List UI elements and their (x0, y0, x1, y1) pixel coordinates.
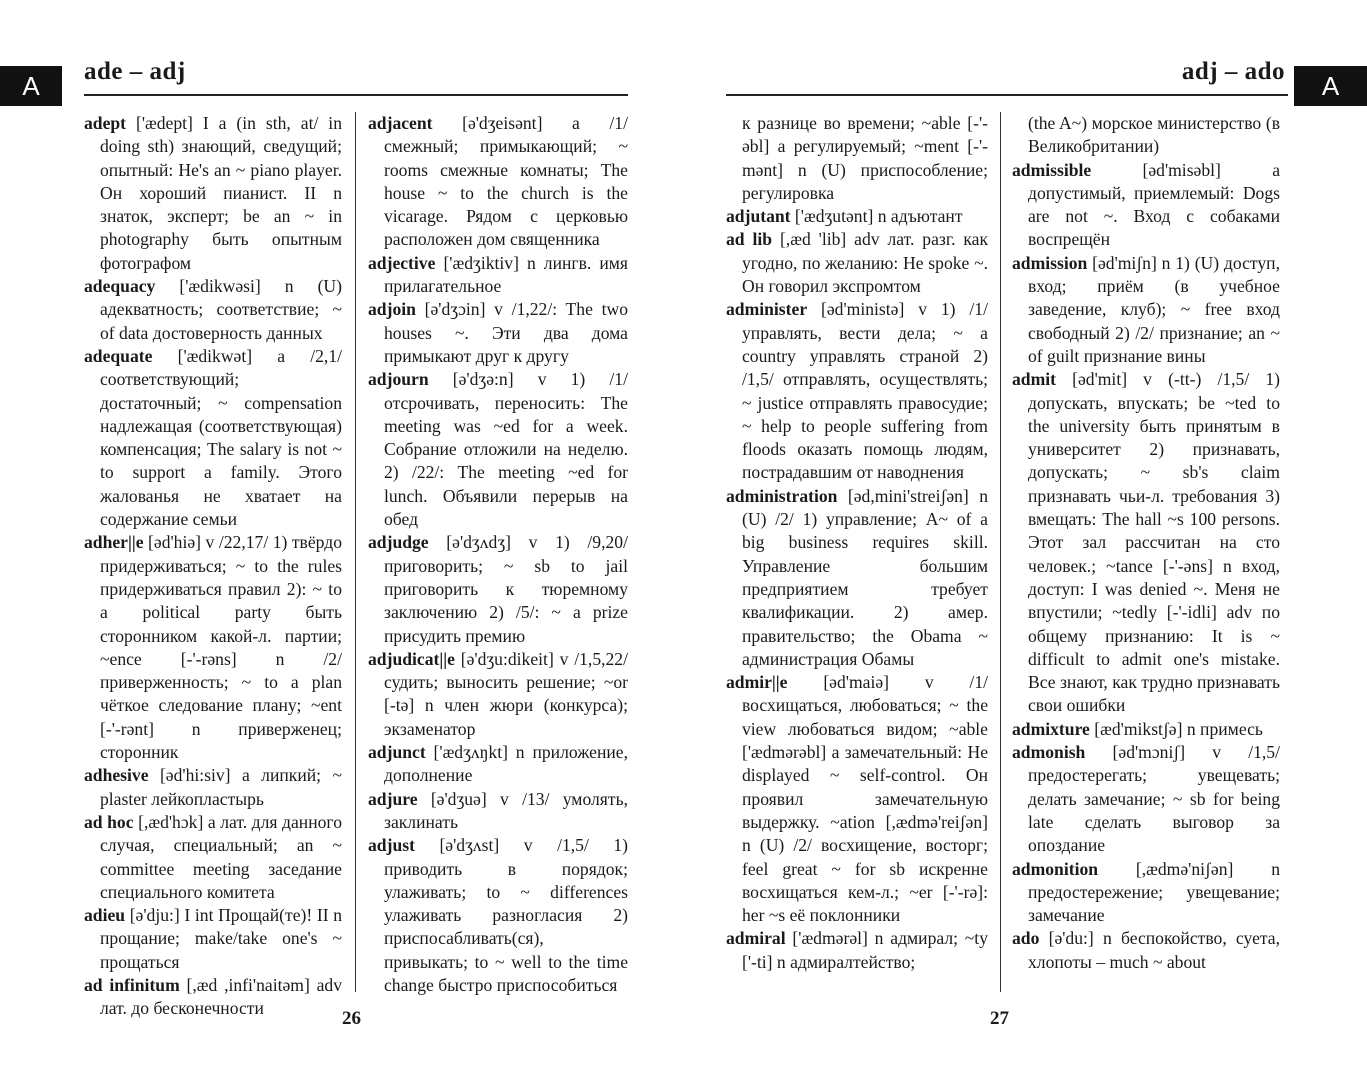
dictionary-entry (368, 531, 628, 647)
entry-text: [əd'maiə] v /1/ восхищаться, любоваться; ~ the view любоваться видом; ~able ['ædmərəbl] a замечательный: He displayed ~ self-control. Он проявил замечательную выдержку. ~ation [,ædmə'reiʃən] n (U) /2/ восхищение, восторг; feel great ~ for sb искренне восхищаться кем-л.; ~er [-'-rə]: her ~s её поклонники (742, 672, 988, 926)
dictionary-entry (1012, 368, 1280, 717)
dictionary-entry (368, 368, 628, 531)
column-1 (84, 112, 342, 1021)
dictionary-entry (84, 275, 342, 345)
headword: adhesive (84, 765, 149, 786)
dictionary-entry (1012, 112, 1280, 159)
headword: ado (1012, 928, 1040, 949)
entry-text: [ə'dju:] I int Прощай(те)! II n прощание; make/take one's ~ прощаться (100, 905, 342, 972)
entry-text: [ə'dʒɔin] v /1,22/: The two houses ~. Эти два дома примыкают друг к другу (384, 299, 628, 366)
dictionary-entry (368, 252, 628, 299)
entry-text: [əd'hi:siv] a липкий; ~ plaster лейкопластырь (100, 765, 342, 809)
entry-text: (the A~) морское министерство (в Великобритании) (1028, 113, 1280, 157)
headword: adjust (368, 835, 415, 856)
dictionary-entry (368, 112, 628, 252)
headword: adjudge (368, 532, 429, 553)
headword: adieu (84, 905, 126, 926)
headword: admir||e (726, 672, 788, 693)
headword: adjutant (726, 206, 791, 227)
dictionary-entry (84, 531, 342, 764)
entry-text: [ə'dʒeisənt] a /1/ смежный; примыкающий; ~ rooms смежные комнаты; The house ~ to the church is the vicarage. Рядом с церковью расположен дом священника (384, 113, 628, 250)
entry-text: [əd,mini'streiʃən] n (U) /2/ 1) управление; A~ of a big business requires skill. Управление большим предприятием требует квалификации. 2) амер. правительство; the Obama ~ администрация Обамы (742, 485, 988, 669)
entry-text: [ə'dʒʌst] v /1,5/ 1) приводить в порядок; улаживать; to ~ differences улаживать разногласия 2) приспосабливать(ся), привыкать; to ~ well to the time change быстро приспособиться (384, 835, 628, 995)
dictionary-entry (368, 834, 628, 997)
dictionary-entry (1012, 718, 1280, 741)
headword: admissible (1012, 159, 1092, 180)
dictionary-entry (726, 671, 988, 927)
headword: ad hoc (84, 811, 134, 832)
headword: adequate (84, 345, 153, 366)
entry-text: [ə'dʒu:dikeit] v /1,5,22/ судить; выносить решение; ~or [-tə] n член жюри (конкурса); экзаменатор (384, 648, 628, 739)
column-2 (368, 112, 628, 997)
entry-text: [əd'hiə] v /22,17/ 1) твёрдо придерживаться; ~ to the rules придерживаться правил 2): ~ to a political party быть сторонником какой-л. партии; ~ence [-'-rəns] n /2/ приверженность; ~ to a plan чёткое следование плану; ~ent [-'-rənt] n приверженец; сторонник (100, 532, 342, 763)
dictionary-entry (726, 205, 988, 228)
column-divider (355, 112, 356, 992)
dictionary-entry (726, 112, 988, 205)
header-rule (726, 94, 1288, 96)
dictionary-entry (84, 345, 342, 531)
headword: adjudicat||e (368, 648, 455, 669)
dictionary-entry (726, 298, 988, 484)
dictionary-entry (1012, 159, 1280, 252)
dictionary-entry (1012, 741, 1280, 857)
headword: ad lib (726, 229, 773, 250)
entry-text: [əd'miʃn] n 1) (U) доступ, вход; приём (в учебное заведение, клуб); ~ free вход свободный 2) /2/ признание; an ~ of guilt признание вины (1028, 252, 1280, 366)
dictionary-entry (368, 741, 628, 788)
entry-text: [,æd'hɔk] a лат. для данного случая, специальный; an ~ committee meeting заседание специального комитета (100, 811, 342, 902)
column-divider (1000, 112, 1001, 992)
dictionary-entry (84, 974, 342, 1021)
running-head: adj – ado (1181, 58, 1285, 85)
entry-text: ['ædmərəl] n адмирал; ~ty ['-ti] n адмиралтейство; (742, 928, 988, 972)
dictionary-entry (368, 648, 628, 741)
dictionary-entry (726, 228, 988, 298)
entry-text: ['ædʒutənt] n адъютант (790, 206, 963, 227)
letter-tab: A (0, 66, 62, 106)
entry-text: [əd'mit] v (-tt-) /1,5/ 1) допускать, впускать; be ~ted to the university быть принятым в университет 2) признавать, допускать; ~ sb's claim признавать чьи-л. требования 3) вмещать: The hall ~s 100 persons. Этот зал рассчитан на сто человек.; ~tance [-'-əns] n вход, доступ: I was denied ~. Меня не впустили; ~tedly [-'-idli] adv по общему признанию: It is ~ difficult to admit one's mistake. Все знают, как трудно признавать свои ошибки (1028, 369, 1280, 716)
dictionary-entry (1012, 927, 1280, 974)
headword: adjoin (368, 299, 416, 320)
running-head: ade – adj (84, 58, 186, 85)
headword: adjunct (368, 742, 426, 763)
letter-tab: A (1294, 66, 1367, 106)
headword: admixture (1012, 718, 1090, 739)
column-1 (726, 112, 988, 974)
entry-text: [æd'mikstʃə] n примесь (1089, 718, 1263, 739)
headword: adjourn (368, 369, 429, 390)
entry-text: ['ædʒiktiv] n лингв. имя прилагательное (384, 252, 628, 297)
entry-text: ['ædikwət] a /2,1/ соответствующий; достаточный; ~ compensation надлежащая (соответствующая) компенсация; The salary is not ~ to support a family. Этого жалованья не хватает на содержание семьи (100, 345, 342, 530)
entry-text: [əd'mɔniʃ] v /1,5/ предостерегать; увещевать; делать замечание; ~ sb for being late сделать выговор за опоздание (1028, 742, 1280, 856)
headword: admit (1012, 369, 1056, 390)
headword: admonish (1012, 742, 1086, 763)
headword: adept (84, 113, 127, 133)
dictionary-entry (84, 112, 342, 275)
page-number: 26 (342, 1008, 361, 1029)
headword: adher||e (84, 532, 144, 553)
headword: ad infinitum (84, 974, 180, 995)
entry-text: [əd'ministə] v 1) /1/ управлять, вести дела; ~ a country управлять страной 2) /1,5/ отправлять, осуществлять; ~ justice отправлять правосудие; ~ help to people suffering from floods оказать помощь людям, пострадавшим от наводнения (742, 299, 988, 483)
headword: adjective (368, 252, 436, 273)
entry-text: [əd'misəbl] a допустимый, приемлемый: Dogs are not ~. Вход с собаками воспрещён (1028, 159, 1280, 250)
dictionary-entry (84, 764, 342, 811)
entry-text: [,ædmə'niʃən] n предостережение; увещевание; замечание (1028, 858, 1280, 926)
dictionary-entry (726, 485, 988, 671)
page-number: 27 (990, 1008, 1009, 1029)
entry-text: ['ædikwəsi] n (U) адекватность; соответствие; ~ of data достоверность данных (100, 276, 342, 343)
entry-text: ['ædept] I a (in sth, at/ in doing sth) знающий, сведущий; опытный: He's an ~ piano player. Он хороший пианист. II n знаток, эксперт; be an ~ in photography быть опытным фотографом (100, 113, 342, 273)
headword: adjure (368, 788, 418, 809)
headword: administer (726, 299, 808, 320)
dictionary-entry (368, 788, 628, 835)
header-rule (84, 94, 628, 96)
headword: admonition (1012, 858, 1099, 879)
right-page (706, 0, 1367, 1080)
entry-text: ['ædʒʌŋkt] n приложение, дополнение (384, 742, 628, 786)
entry-text: [,æd ,infi'naitəm] adv лат. до бесконечности (100, 974, 342, 1019)
dictionary-entry (368, 298, 628, 368)
headword: admiral (726, 928, 786, 949)
dictionary-entry (84, 811, 342, 904)
headword: adjacent (368, 113, 433, 133)
headword: administration (726, 485, 838, 506)
entry-text: [,æd 'lib] adv лат. разг. как угодно, по желанию: He spoke ~. Он говорил экспромтом (742, 229, 989, 297)
column-2 (1012, 112, 1280, 974)
headword: admission (1012, 252, 1088, 273)
dictionary-entry (84, 904, 342, 974)
entry-text: [ə'du:] n беспокойство, суета, хлопоты – much ~ about (1028, 928, 1280, 972)
dictionary-entry (726, 927, 988, 974)
entry-text: [ə'dʒʌdʒ] v 1) /9,20/ приговорить; ~ sb to jail приговорить к тюремному заключению 2) /5/: ~ a prize присудить премию (384, 532, 628, 646)
dictionary-entry (1012, 252, 1280, 368)
headword: adequacy (84, 276, 156, 297)
entry-text: [ə'dʒuə] v /13/ умолять, заклинать (384, 788, 628, 832)
entry-text: [ə'dʒə:n] v 1) /1/ отсрочивать, переносить: The meeting was ~ed for a week. Собрание отложили на неделю. 2) /22/: The meeting ~ed for lunch. Объявили перерыв на обед (384, 369, 628, 530)
left-page (0, 0, 660, 1080)
entry-text: к разнице во времени; ~able [-'-əbl] a регулируемый; ~ment [-'-mənt] n (U) приспособление; регулировка (742, 113, 988, 203)
dictionary-entry (1012, 858, 1280, 928)
